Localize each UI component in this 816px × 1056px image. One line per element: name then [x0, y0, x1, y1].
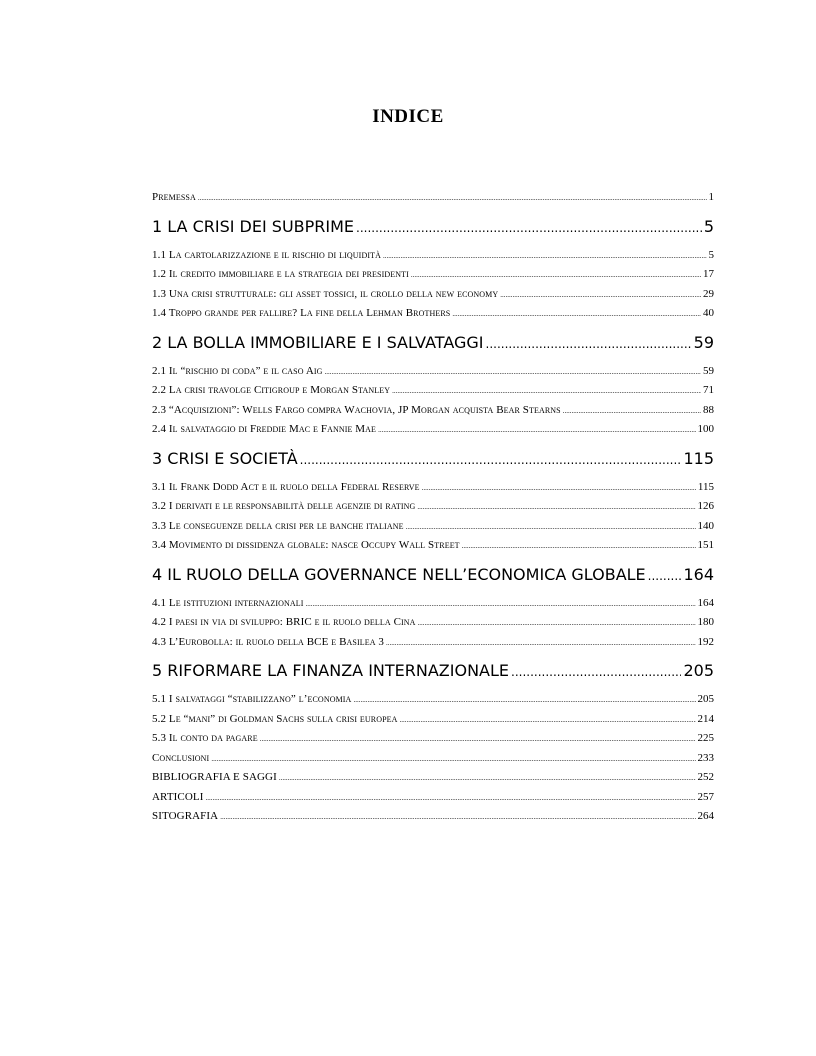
dot-leader [648, 564, 682, 589]
toc-entry[interactable] [152, 788, 714, 808]
dot-leader [300, 448, 682, 473]
toc-page-number: 205 [697, 693, 714, 705]
toc-page-number: 164 [697, 596, 714, 609]
dot-leader [563, 402, 701, 422]
dot-leader [205, 789, 695, 809]
toc-page-number: 264 [697, 810, 714, 822]
toc-page-number: 205 [683, 661, 714, 680]
toc-page-number: 180 [697, 616, 714, 628]
toc-entry[interactable] [152, 304, 714, 324]
toc-entry-label: 4.2 I paesi in via di sviluppo: BRIC e il ruolo della Cina [152, 616, 416, 628]
dot-leader [386, 634, 695, 654]
dot-leader [378, 421, 695, 441]
toc-entry-label: 1.1 La cartolarizzazione e il rischio di liquidità [152, 248, 381, 261]
toc-entry-label: 5 RIFORMARE LA FINANZA INTERNAZIONALE [152, 661, 509, 680]
toc-entry[interactable] [152, 478, 714, 498]
dot-leader [383, 247, 707, 267]
toc-page-number: 88 [703, 403, 714, 416]
toc-page-number: 40 [703, 307, 714, 319]
toc-entry-label: 2.4 Il salvataggio di Freddie Mac e Fannie Mae [152, 423, 377, 435]
toc-entry[interactable] [152, 633, 714, 653]
toc-page-number: 17 [703, 268, 714, 280]
toc-page-number: 100 [697, 423, 714, 435]
toc-entry-label: 1.3 Una crisi strutturale: gli asset tossici, il crollo della new economy [152, 287, 499, 300]
toc-page-number: 1 [708, 191, 714, 203]
toc-entry-label: 1 LA CRISI DEI SUBPRIME [152, 216, 355, 236]
toc-entry-label: SITOGRAFIA [152, 810, 219, 822]
toc-entry-label: Premessa [152, 191, 196, 203]
toc-page-number: 59 [693, 332, 714, 352]
dot-leader [462, 537, 696, 557]
toc-entry-label: 4 IL RUOLO DELLA GOVERNANCE NELL’ECONOMICA GLOBALE [152, 564, 646, 584]
toc-entry[interactable] [152, 613, 714, 633]
dot-leader [198, 189, 707, 209]
toc-entry[interactable] [152, 362, 714, 382]
toc-entry[interactable] [152, 188, 714, 208]
dot-leader [211, 750, 695, 770]
toc-page-number: 140 [697, 519, 714, 532]
dot-leader [279, 769, 696, 789]
toc-chapter-entry[interactable] [152, 562, 714, 587]
dot-leader [260, 730, 696, 750]
toc-entry-label: ARTICOLI [152, 790, 204, 803]
toc-page-number: 115 [697, 480, 714, 493]
toc-entry-label: 5.1 I salvataggi “stabilizzano” l’economia [152, 693, 352, 705]
toc-entry[interactable] [152, 497, 714, 517]
toc-entry-label: 5.2 Le “mani” di Goldman Sachs sulla crisi europea [152, 712, 398, 725]
toc-entry-label: 3.1 Il Frank Dodd Act e il ruolo della Federal Reserve [152, 480, 420, 493]
toc-page-number: 59 [703, 364, 714, 377]
toc-entry[interactable] [152, 517, 714, 537]
toc-page-number: 252 [697, 771, 714, 783]
dot-leader [325, 363, 701, 383]
toc-entry-label: 3.3 Le conseguenze della crisi per le banche italiane [152, 519, 404, 532]
toc-page-number: 164 [683, 564, 714, 584]
toc-entry[interactable] [152, 285, 714, 305]
toc-entry[interactable] [152, 690, 714, 710]
toc-entry-label: 2.3 “Acquisizioni”: Wells Fargo compra Wachovia, JP Morgan acquista Bear Stearns [152, 403, 561, 416]
toc-page-number: 192 [697, 635, 714, 648]
toc-entry-label: 2.1 Il “rischio di coda” e il caso Aig [152, 364, 323, 377]
toc-entry-label: 3 CRISI E SOCIETÀ [152, 448, 298, 468]
dot-leader [452, 305, 701, 325]
dot-leader [411, 266, 701, 286]
toc-entry-label: 3.2 I derivati e le responsabilità delle agenzie di rating [152, 500, 416, 512]
toc-entry-label: 4.3 L’Eurobolla: il ruolo della BCE e Basilea 3 [152, 635, 385, 648]
toc-entry[interactable] [152, 710, 714, 730]
dot-leader [500, 286, 701, 306]
toc-entry-label: 2 LA BOLLA IMMOBILIARE E I SALVATAGGI [152, 332, 484, 352]
toc-entry[interactable] [152, 381, 714, 401]
toc-entry[interactable] [152, 807, 714, 827]
toc-page-number: 115 [683, 448, 714, 468]
toc-entry-label: Conclusioni [152, 751, 210, 764]
dot-leader [220, 808, 695, 828]
dot-leader [511, 660, 681, 685]
toc-page-number: 126 [697, 500, 714, 512]
dot-leader [356, 216, 702, 241]
toc-entry[interactable] [152, 401, 714, 421]
toc-page-number: 5 [708, 248, 714, 261]
toc-entry-label: 1.4 Troppo grande per fallire? La fine della Lehman Brothers [152, 307, 451, 319]
dot-leader [406, 518, 696, 538]
table-of-contents [152, 188, 714, 827]
toc-page-number: 225 [697, 732, 714, 744]
toc-entry-label: 4.1 Le istituzioni internazionali [152, 596, 304, 609]
dot-leader [306, 595, 696, 615]
toc-entry[interactable] [152, 768, 714, 788]
toc-page-number: 151 [697, 539, 714, 551]
page-title: INDICE [372, 106, 444, 127]
toc-chapter-entry[interactable] [152, 330, 714, 355]
toc-entry[interactable] [152, 246, 714, 266]
toc-entry-label: 5.3 Il conto da pagare [152, 732, 258, 744]
dot-leader [353, 691, 695, 711]
dot-leader [392, 382, 701, 402]
toc-entry-label: 1.2 Il credito immobiliare e la strategia dei presidenti [152, 268, 409, 280]
toc-page-number: 71 [703, 384, 714, 396]
toc-entry[interactable] [152, 594, 714, 614]
toc-page-number: 214 [697, 712, 714, 725]
toc-page-number: 257 [697, 790, 714, 803]
toc-entry[interactable] [152, 729, 714, 749]
toc-entry[interactable] [152, 749, 714, 769]
toc-chapter-entry[interactable] [152, 658, 714, 683]
toc-entry[interactable] [152, 536, 714, 556]
dot-leader [486, 332, 692, 357]
toc-chapter-entry[interactable] [152, 214, 714, 239]
toc-entry[interactable] [152, 265, 714, 285]
toc-entry[interactable] [152, 420, 714, 440]
dot-leader [400, 711, 696, 731]
dot-leader [417, 498, 695, 518]
toc-chapter-entry[interactable] [152, 446, 714, 471]
dot-leader [418, 614, 696, 634]
dot-leader [422, 479, 696, 499]
toc-entry-label: 2.2 La crisi travolge Citigroup e Morgan Stanley [152, 384, 391, 396]
toc-page-number: 29 [703, 287, 714, 300]
toc-page-number: 233 [697, 751, 714, 764]
toc-entry-label: 3.4 Movimento di dissidenza globale: nasce Occupy Wall Street [152, 539, 460, 551]
toc-page-number: 5 [703, 216, 714, 236]
toc-entry-label: BIBLIOGRAFIA E SAGGI [152, 771, 277, 783]
